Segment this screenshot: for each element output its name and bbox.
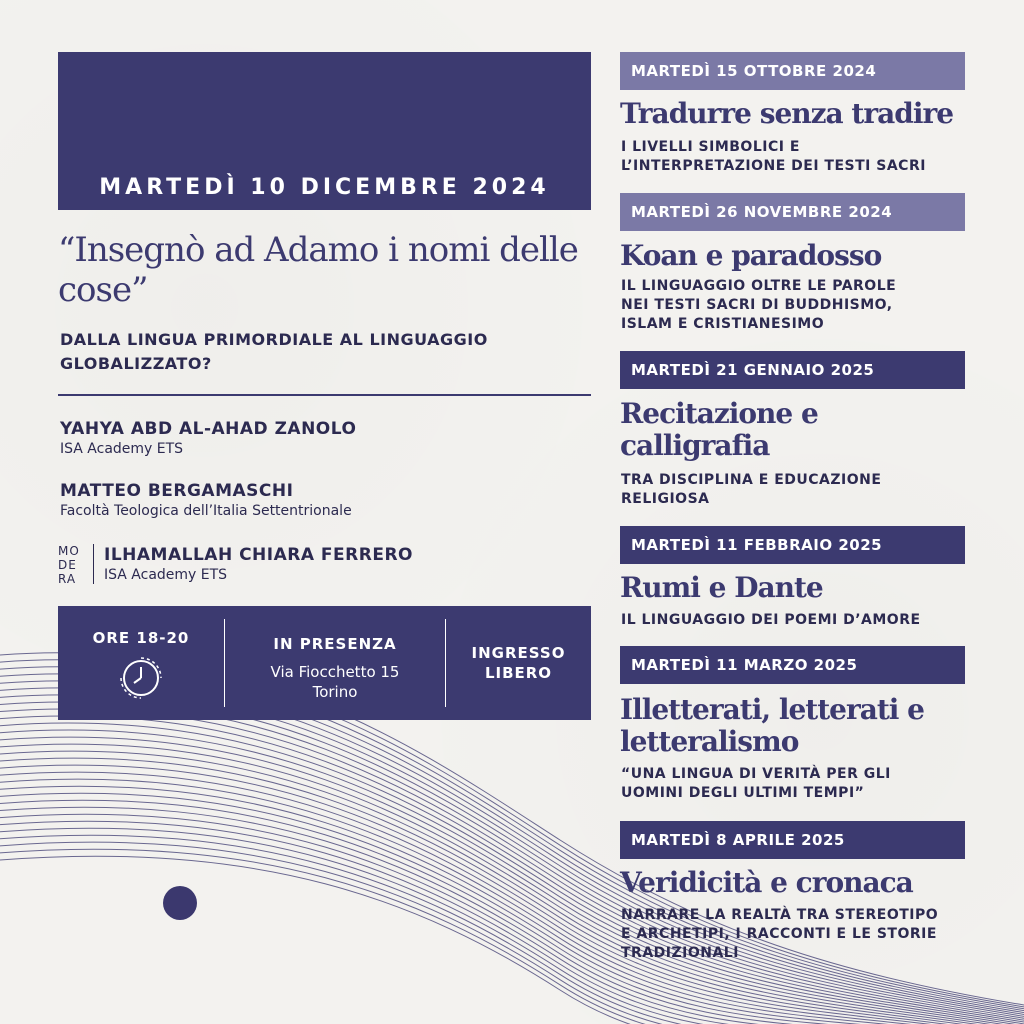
schedule-subtitle-1: I LIVELLI SIMBOLICI E L’INTERPRETAZIONE DEI TESTI SACRI <box>621 139 926 174</box>
entry-line-1: INGRESSO <box>471 644 566 662</box>
clock-icon <box>117 654 165 702</box>
schedule-date-2: MARTEDÌ 26 NOVEMBRE 2024 <box>620 193 965 231</box>
speaker-1 <box>60 418 356 458</box>
schedule-date-3: MARTEDÌ 21 GENNAIO 2025 <box>620 351 965 389</box>
venue-label: IN PRESENZA <box>273 635 397 653</box>
venue-city: Torino <box>312 683 358 701</box>
schedule-subtitle-2: IL LINGUAGGIO OLTRE LE PAROLE NEI TESTI SACRI DI BUDDHISMO, ISLAM E CRISTIANESIMO <box>621 278 897 332</box>
info-venue <box>225 606 445 720</box>
moderator <box>104 544 413 584</box>
divider <box>58 394 591 396</box>
main-event-subtitle: DALLA LINGUA PRIMORDIALE AL LINGUAGGIO GLOBALIZZATO? <box>60 330 488 373</box>
moderator-org: ISA Academy ETS <box>104 567 228 583</box>
schedule-date-4: MARTEDÌ 11 FEBBRAIO 2025 <box>620 526 965 564</box>
info-time <box>58 606 224 720</box>
speaker-org: ISA Academy ETS <box>60 441 184 457</box>
schedule-title-4: Rumi e Dante <box>620 571 823 604</box>
schedule-subtitle-6: NARRARE LA REALTÀ TRA STEREOTIPO E ARCHETIPI, I RACCONTI E LE STORIE TRADIZIONALI <box>621 907 939 961</box>
entry-line-2: LIBERO <box>484 664 553 682</box>
decorative-dot <box>163 886 197 920</box>
schedule-subtitle-3: TRA DISCIPLINA E EDUCAZIONE RELIGIOSA <box>621 472 882 507</box>
schedule-subtitle-5: “UNA LINGUA DI VERITÀ PER GLI UOMINI DEGLI ULTIMI TEMPI” <box>621 766 891 801</box>
main-event-title: “Insegnò ad Adamo i nomi delle cose” <box>58 230 578 310</box>
main-event-date: MARTEDÌ 10 DICEMBRE 2024 <box>99 175 550 200</box>
schedule-date-5: MARTEDÌ 11 MARZO 2025 <box>620 646 965 684</box>
main-event-header <box>58 52 591 210</box>
venue-address: Via Fiocchetto 15 <box>270 663 400 681</box>
schedule-title-6: Veridicità e cronaca <box>620 866 913 899</box>
moderator-separator <box>93 544 94 584</box>
speaker-name: MATTEO BERGAMASCHI <box>60 481 294 501</box>
schedule-title-2: Koan e paradosso <box>620 239 882 272</box>
schedule-title-3: Recitazione e calligrafia <box>620 397 818 462</box>
moderator-name: ILHAMALLAH CHIARA FERRERO <box>104 545 413 565</box>
info-bar <box>58 606 591 720</box>
moderator-label: MO DE RA <box>58 544 80 586</box>
schedule-date-1: MARTEDÌ 15 OTTOBRE 2024 <box>620 52 965 90</box>
time-label: ORE 18-20 <box>92 629 190 647</box>
wave-line <box>0 779 1024 1024</box>
schedule-title-1: Tradurre senza tradire <box>620 97 954 130</box>
schedule-title-5: Illetterati, letterati e letteralismo <box>620 693 924 758</box>
speaker-name: YAHYA ABD AL-AHAD ZANOLO <box>60 419 357 439</box>
schedule-date-6: MARTEDÌ 8 APRILE 2025 <box>620 821 965 859</box>
speaker-2 <box>60 480 352 520</box>
speaker-org: Facoltà Teologica dell’Italia Settentrionale <box>60 503 352 519</box>
info-entry <box>446 606 591 720</box>
schedule-subtitle-4: IL LINGUAGGIO DEI POEMI D’AMORE <box>621 612 921 628</box>
